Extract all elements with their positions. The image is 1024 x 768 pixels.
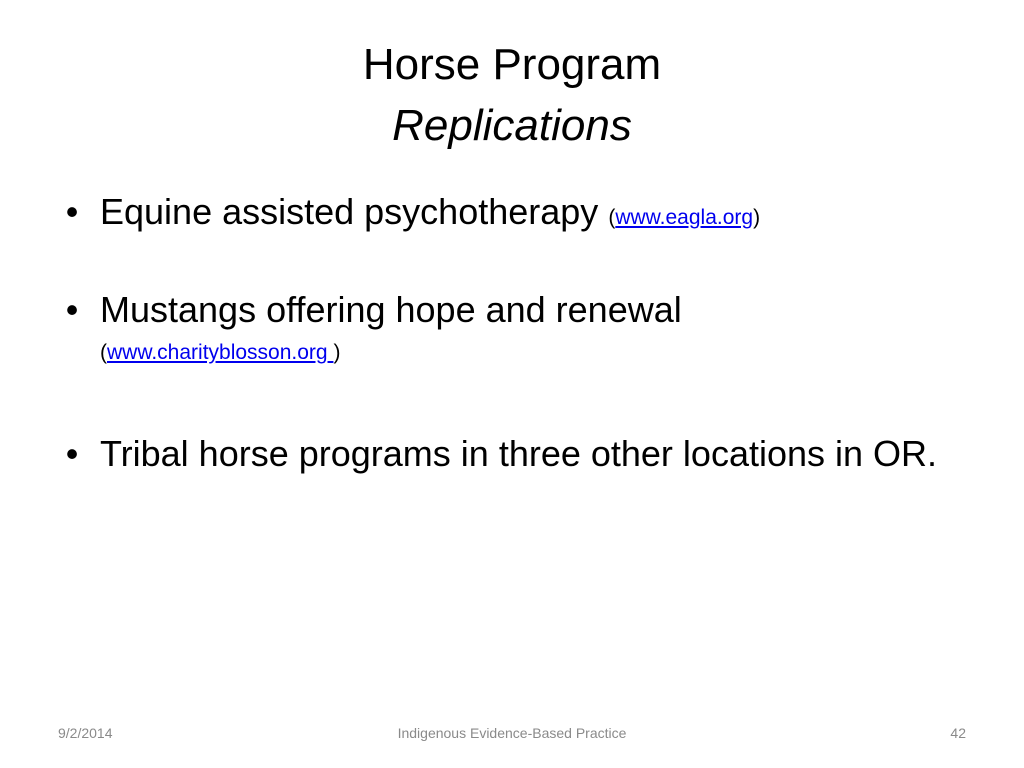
- slide-title-block: [0, 34, 1024, 156]
- slide-subtitle: Replications: [392, 101, 632, 150]
- slide-title: Horse Program: [362, 40, 662, 89]
- bullet-list: [60, 185, 960, 481]
- footer-page-number: 42: [950, 725, 966, 741]
- bullet-dot: •: [65, 191, 79, 232]
- link-wrapper: [608, 206, 760, 229]
- footer-date: 9/2/2014: [58, 725, 113, 741]
- bullet-item-mustangs: [60, 283, 960, 371]
- link-wrapper: [100, 335, 960, 371]
- bullet-text: Tribal horse programs in three other locations in OR.: [100, 433, 938, 474]
- link-close-paren: ): [753, 206, 761, 229]
- charityblosson-link[interactable]: www.charityblosson.org: [107, 341, 334, 364]
- link-open-paren: (: [100, 341, 107, 364]
- link-close-paren: ): [333, 341, 341, 364]
- eagla-link[interactable]: www.eagla.org: [615, 206, 754, 229]
- bullet-dot: •: [65, 433, 79, 474]
- bullet-text: Mustangs offering hope and renewal: [100, 289, 682, 330]
- bullet-item-tribal: [60, 427, 960, 481]
- bullet-item-equine: [60, 185, 960, 245]
- footer-title: Indigenous Evidence-Based Practice: [397, 725, 627, 741]
- link-open-paren: (: [608, 206, 616, 229]
- bullet-dot: •: [65, 289, 79, 330]
- bullet-text: Equine assisted psychotherapy: [100, 191, 599, 232]
